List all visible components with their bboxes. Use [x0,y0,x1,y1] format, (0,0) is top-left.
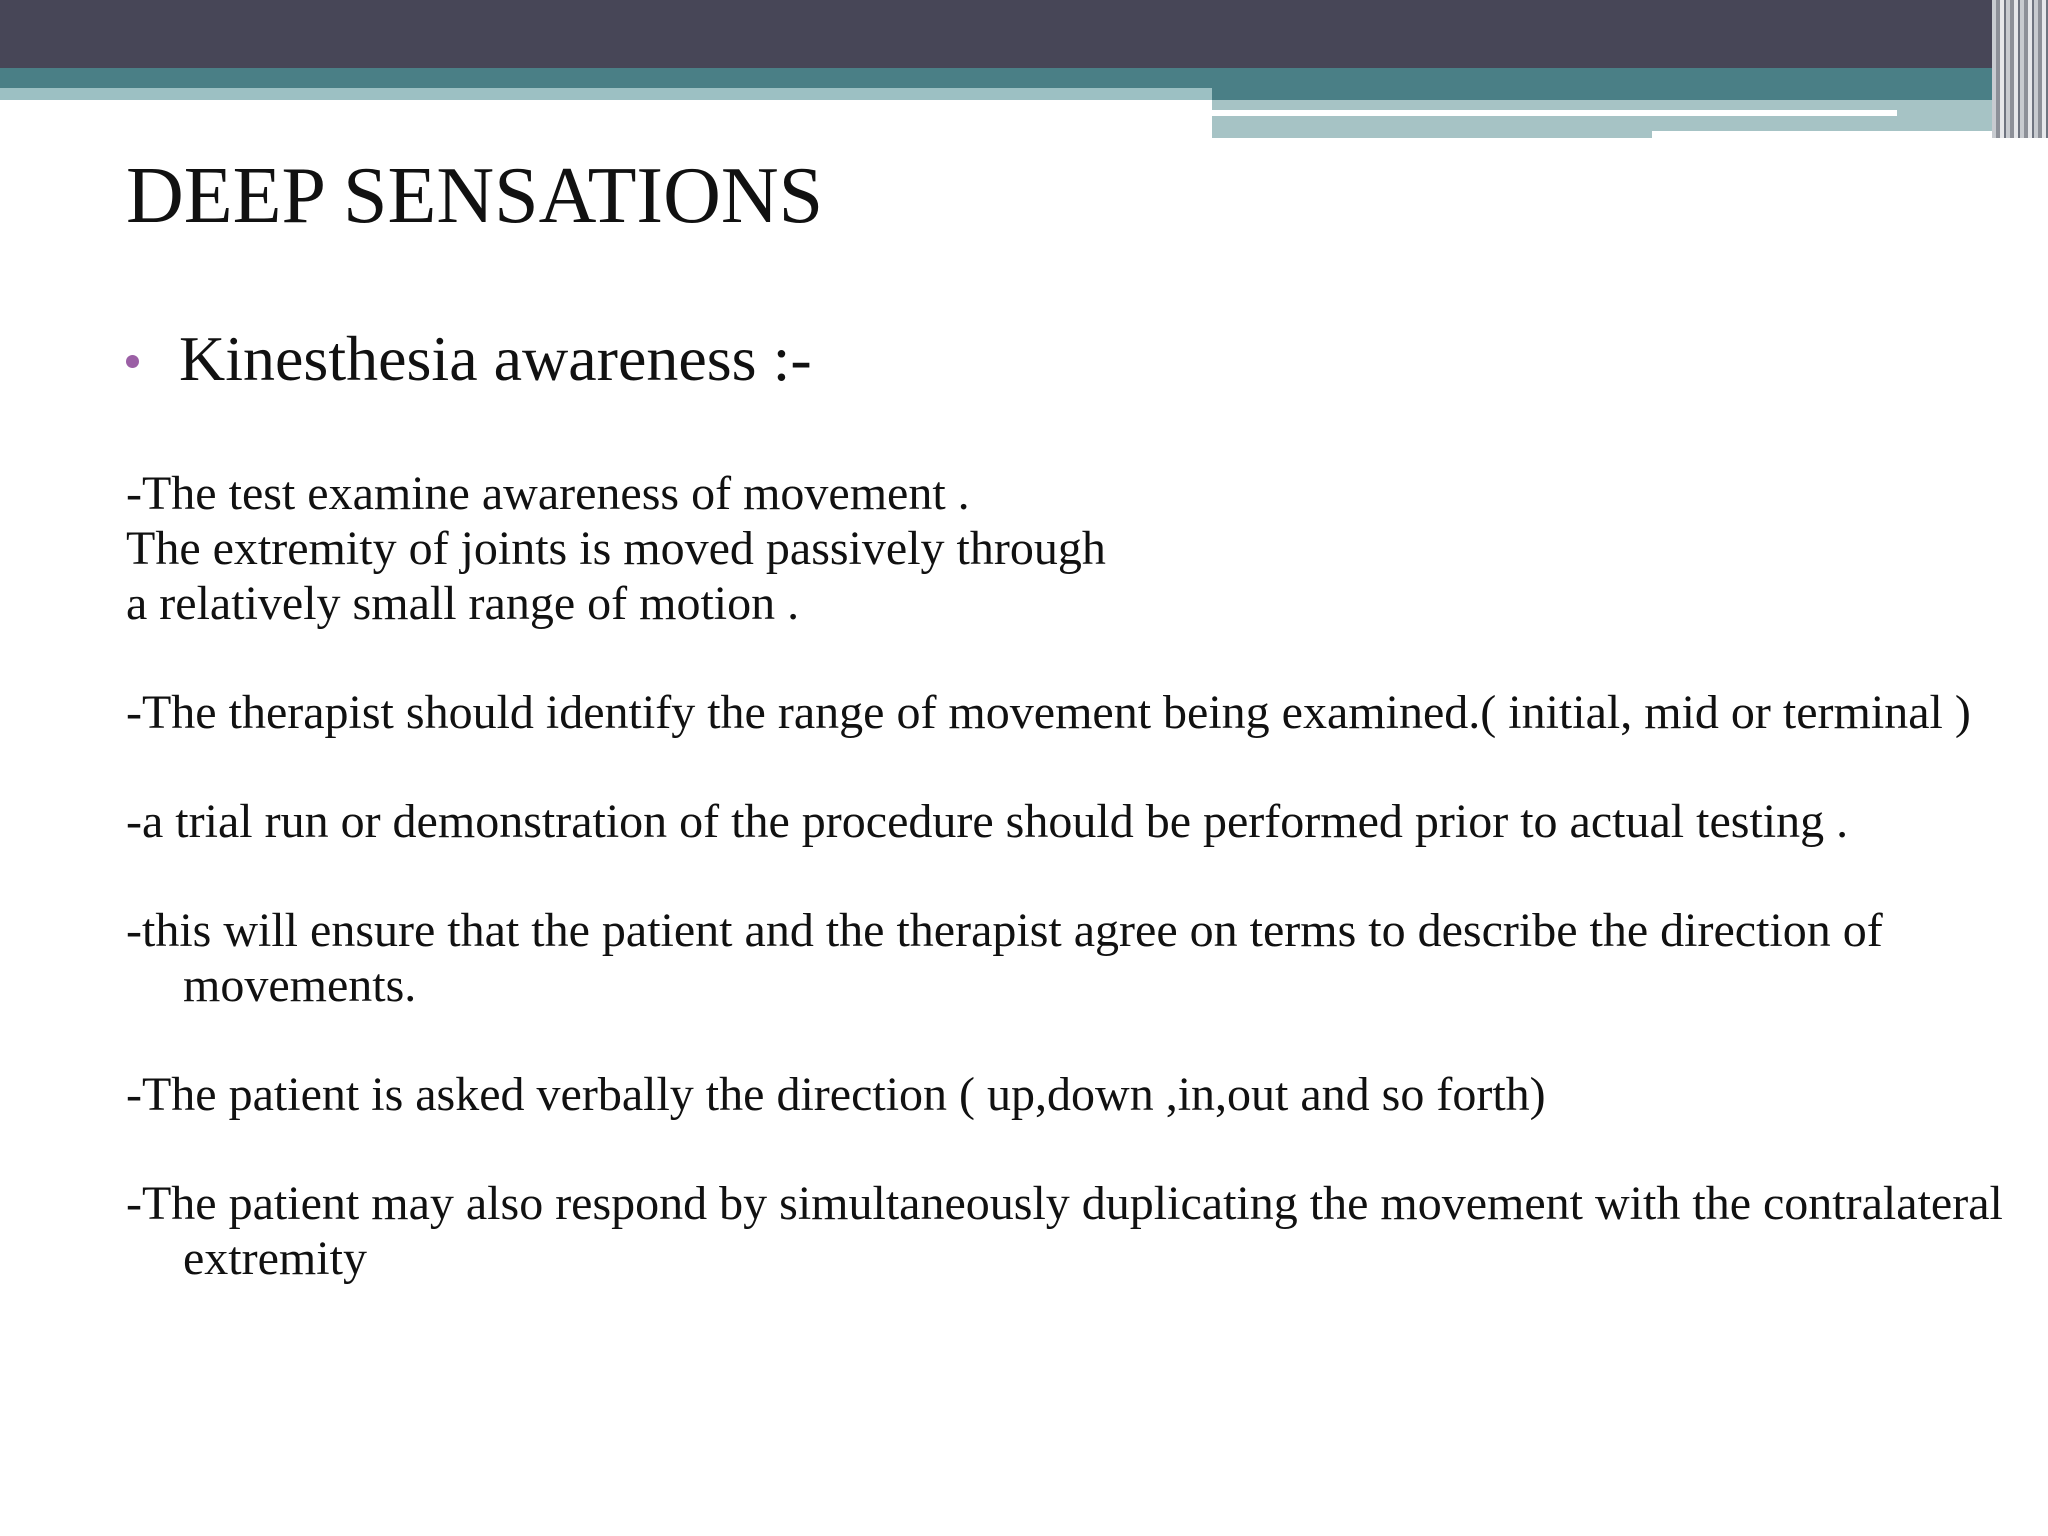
header-band-teal-right [1212,68,2012,100]
header-accent-line-short [1652,131,2012,138]
header-band-light-left [0,88,1212,100]
header-edge-stripes [1992,0,2048,138]
header-accent-line [1212,110,1897,116]
header-band-dark [0,0,2048,68]
body-paragraph: -a trial run or demonstration of the procedure should be performed prior to actual testing . [126,795,1849,848]
slide-body [126,466,2006,1340]
body-paragraph: -The patient may also respond by simultaneously duplicating the movement with the contralateral extremity [126,1177,2003,1285]
body-paragraph: -The patient is asked verbally the direction ( up,down ,in,out and so forth) [126,1068,1546,1121]
bullet-item [126,322,812,396]
intro-line: -The test examine awareness of movement . [126,467,970,520]
intro-paragraph [126,466,2006,631]
bullet-dot-icon [126,355,139,368]
slide-title: DEEP SENSATIONS [126,152,824,240]
intro-line: The extremity of joints is moved passively through [126,522,1106,575]
header-band-teal-left [0,68,1212,88]
body-paragraph: -this will ensure that the patient and the therapist agree on terms to describe the direction of movements. [126,904,1883,1012]
body-paragraph: -The therapist should identify the range of movement being examined.( initial, mid or terminal ) [126,686,1971,739]
intro-line: a relatively small range of motion . [126,577,800,630]
bullet-text: Kinesthesia awareness :- [179,323,812,394]
